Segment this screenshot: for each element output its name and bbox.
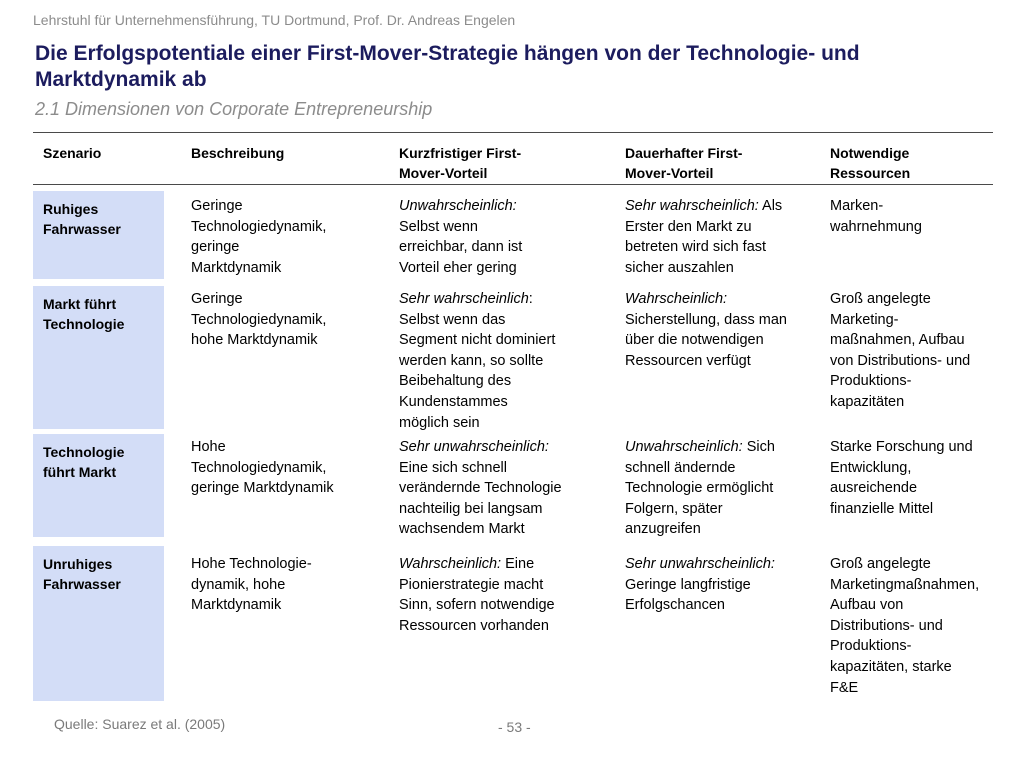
description-cell-row-1: Geringe Technologiedynamik, geringe Marktdynamik [191, 198, 327, 276]
resources-cell-row-1: Marken- wahrnehmung [830, 198, 922, 235]
slide-title-line-2: Marktdynamik ab [35, 68, 207, 91]
slide-title-line-1: Die Erfolgspotentiale einer First-Mover-Strategie hängen von der Technologie- und [35, 42, 860, 65]
col-header-resources: Notwendige Ressourcen [830, 145, 911, 181]
scenario-label: Technologie führt Markt [43, 444, 125, 480]
short-term-cell-row-1: Unwahrscheinlich: Selbst wenn erreichbar, dann ist Vorteil eher gering [399, 198, 523, 276]
scenario-label: Ruhiges Fahrwasser [43, 201, 121, 237]
long-term-cell-row-4: Sehr unwahrscheinlich: Geringe langfristige Erfolgschancen [625, 556, 775, 614]
description-cell-row-3: Hohe Technologiedynamik, geringe Marktdynamik [191, 439, 334, 497]
table-top-rule [33, 132, 993, 133]
col-header-scenario: Szenario [43, 145, 102, 161]
scenario-label: Markt führt Technologie [43, 296, 125, 332]
scenario-cell-row-3 [33, 434, 164, 537]
col-header-description: Beschreibung [191, 145, 285, 161]
col-header-short-term-advantage: Kurzfristiger First- Mover-Vorteil [399, 145, 522, 181]
col-header-long-term-advantage: Dauerhafter First- Mover-Vorteil [625, 145, 743, 181]
resources-cell-row-4: Groß angelegte Marketingmaßnahmen, Aufbau von Distributions- und Produktions- kapazitäten, starke F&E [830, 556, 980, 696]
short-term-cell-row-4: Wahrscheinlich: Eine Pionierstrategie macht Sinn, sofern notwendige Ressourcen vorhanden [399, 556, 555, 634]
description-cell-row-4: Hohe Technologie- dynamik, hohe Marktdynamik [191, 556, 312, 614]
long-term-cell-row-2: Wahrscheinlich: Sicherstellung, dass man über die notwendigen Ressourcen verfügt [625, 291, 787, 369]
scenario-cell-row-1 [33, 191, 164, 279]
resources-cell-row-2: Groß angelegte Marketing- maßnahmen, Aufbau von Distributions- und Produktions- kapazitäten [830, 291, 971, 410]
slide-subtitle: 2.1 Dimensionen von Corporate Entrepreneurship [35, 99, 433, 119]
table-header-rule [33, 184, 993, 185]
institution-header: Lehrstuhl für Unternehmensführung, TU Dortmund, Prof. Dr. Andreas Engelen [33, 12, 516, 28]
long-term-cell-row-3: Unwahrscheinlich: Sich schnell ändernde Technologie ermöglicht Folgern, später anzugreifen [625, 439, 775, 538]
resources-cell-row-3: Starke Forschung und Entwicklung, ausreichende finanzielle Mittel [830, 439, 973, 517]
slide-title [35, 41, 995, 93]
page-number: - 53 - [498, 719, 531, 735]
scenario-label: Unruhiges Fahrwasser [43, 556, 121, 592]
short-term-cell-row-3: Sehr unwahrscheinlich: Eine sich schnell verändernde Technologie nachteilig bei langsam wachsendem Markt [399, 439, 562, 538]
short-term-cell-row-2: Sehr wahrscheinlich: Selbst wenn das Segment nicht dominiert werden kann, so sollte Beibehaltung des Kundenstammes möglich sein [399, 291, 556, 431]
scenario-cell-row-4 [33, 546, 164, 701]
description-cell-row-2: Geringe Technologiedynamik, hohe Marktdynamik [191, 291, 327, 349]
long-term-cell-row-1: Sehr wahrscheinlich: Als Erster den Markt zu betreten wird sich fast sicher auszahlen [625, 198, 783, 276]
source-citation: Quelle: Suarez et al. (2005) [54, 716, 226, 732]
scenario-cell-row-2 [33, 286, 164, 429]
